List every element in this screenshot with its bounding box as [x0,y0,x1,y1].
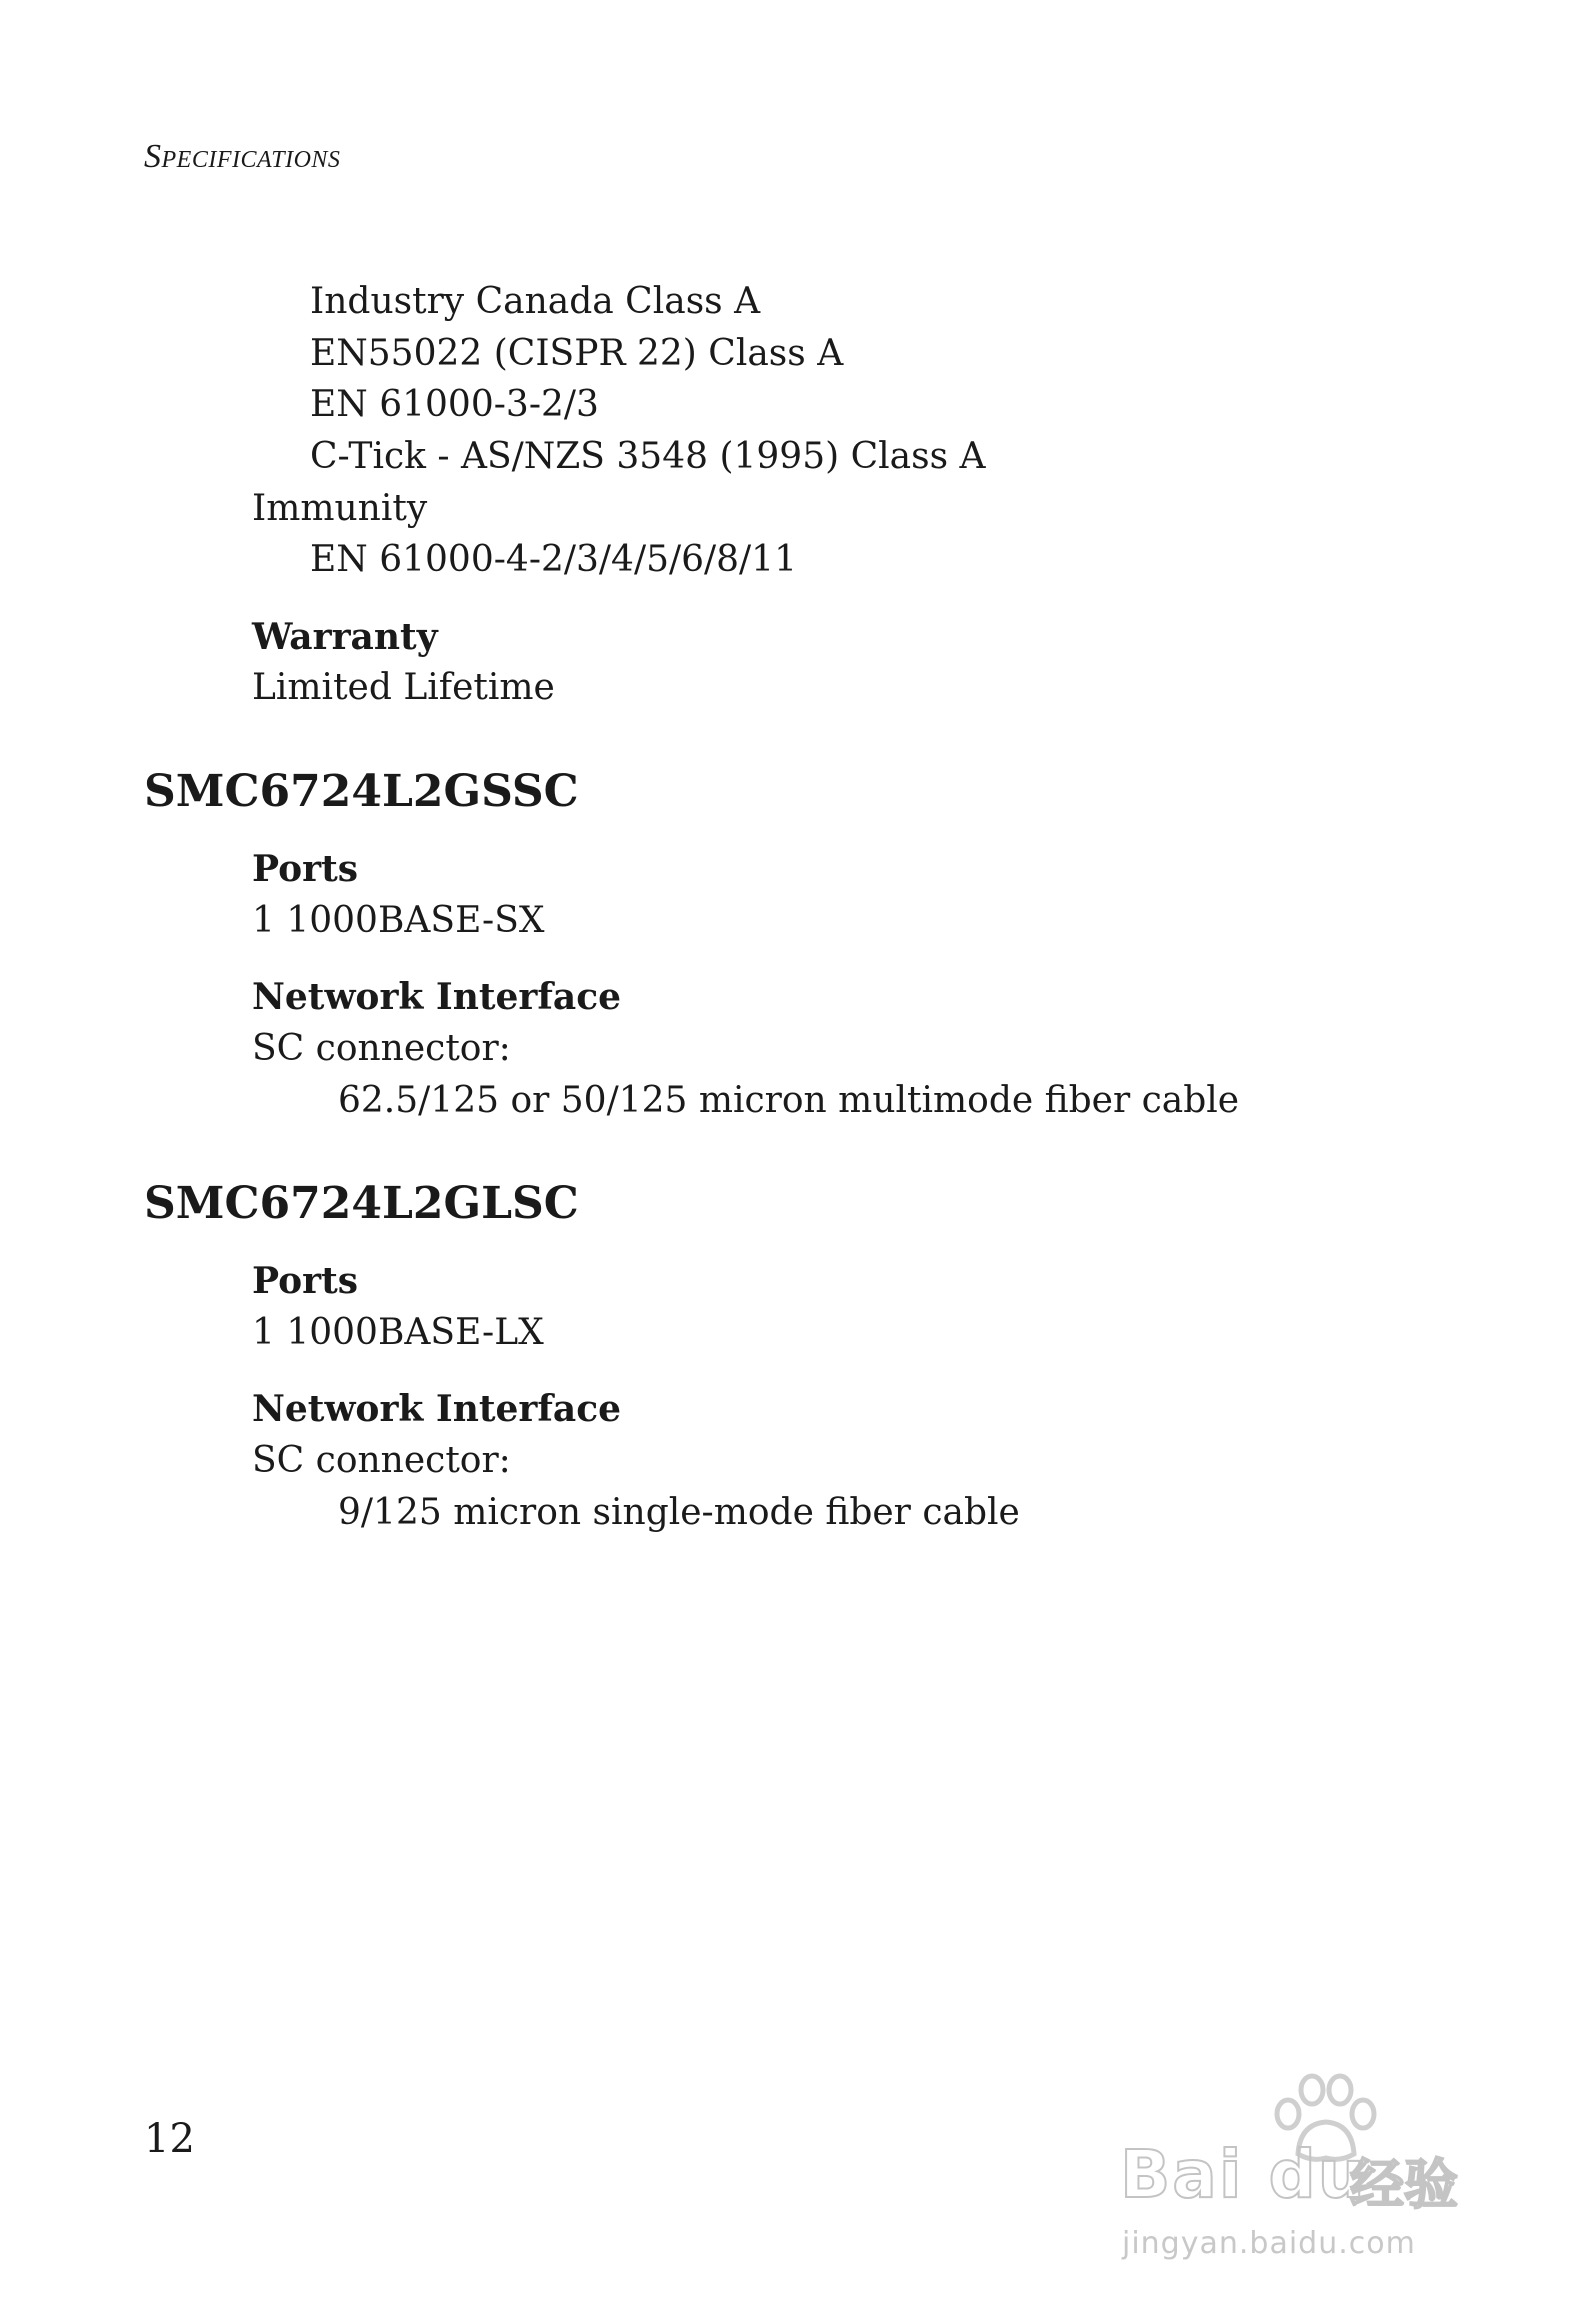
connector-label: SC connector: [252,1028,511,1069]
connector-label: SC connector: [252,1440,511,1481]
product-title: SMC6724L2GLSC [144,1178,579,1229]
ports-heading: Ports [252,848,358,890]
emissions-line: C-Tick - AS/NZS 3548 (1995) Class A [310,436,986,477]
cable-spec: 62.5/125 or 50/125 micron multimode fiber cable [338,1080,1240,1121]
immunity-label: Immunity [252,488,428,529]
ports-heading: Ports [252,1260,358,1302]
running-head: Specifications [144,138,341,175]
product-title: SMC6724L2GSSC [144,766,579,817]
network-interface-heading: Network Interface [252,1388,622,1430]
ports-value: 1 1000BASE-LX [252,1312,544,1353]
warranty-value: Limited Lifetime [252,667,555,708]
immunity-value: EN 61000-4-2/3/4/5/6/8/11 [310,539,797,580]
watermark-brand: Bai du [1120,2136,1367,2213]
watermark-cn: 经验 [1350,2153,1458,2216]
watermark-url: jingyan.baidu.com [1122,2226,1416,2261]
network-interface-heading: Network Interface [252,976,622,1018]
page-number: 12 [144,2116,195,2162]
ports-value: 1 1000BASE-SX [252,900,545,941]
emissions-line: EN55022 (CISPR 22) Class A [310,333,844,374]
watermark [1110,2066,1490,2266]
warranty-heading: Warranty [252,616,438,658]
emissions-line: Industry Canada Class A [310,281,761,322]
emissions-line: EN 61000-3-2/3 [310,384,599,425]
cable-spec: 9/125 micron single-mode fiber cable [338,1492,1020,1533]
